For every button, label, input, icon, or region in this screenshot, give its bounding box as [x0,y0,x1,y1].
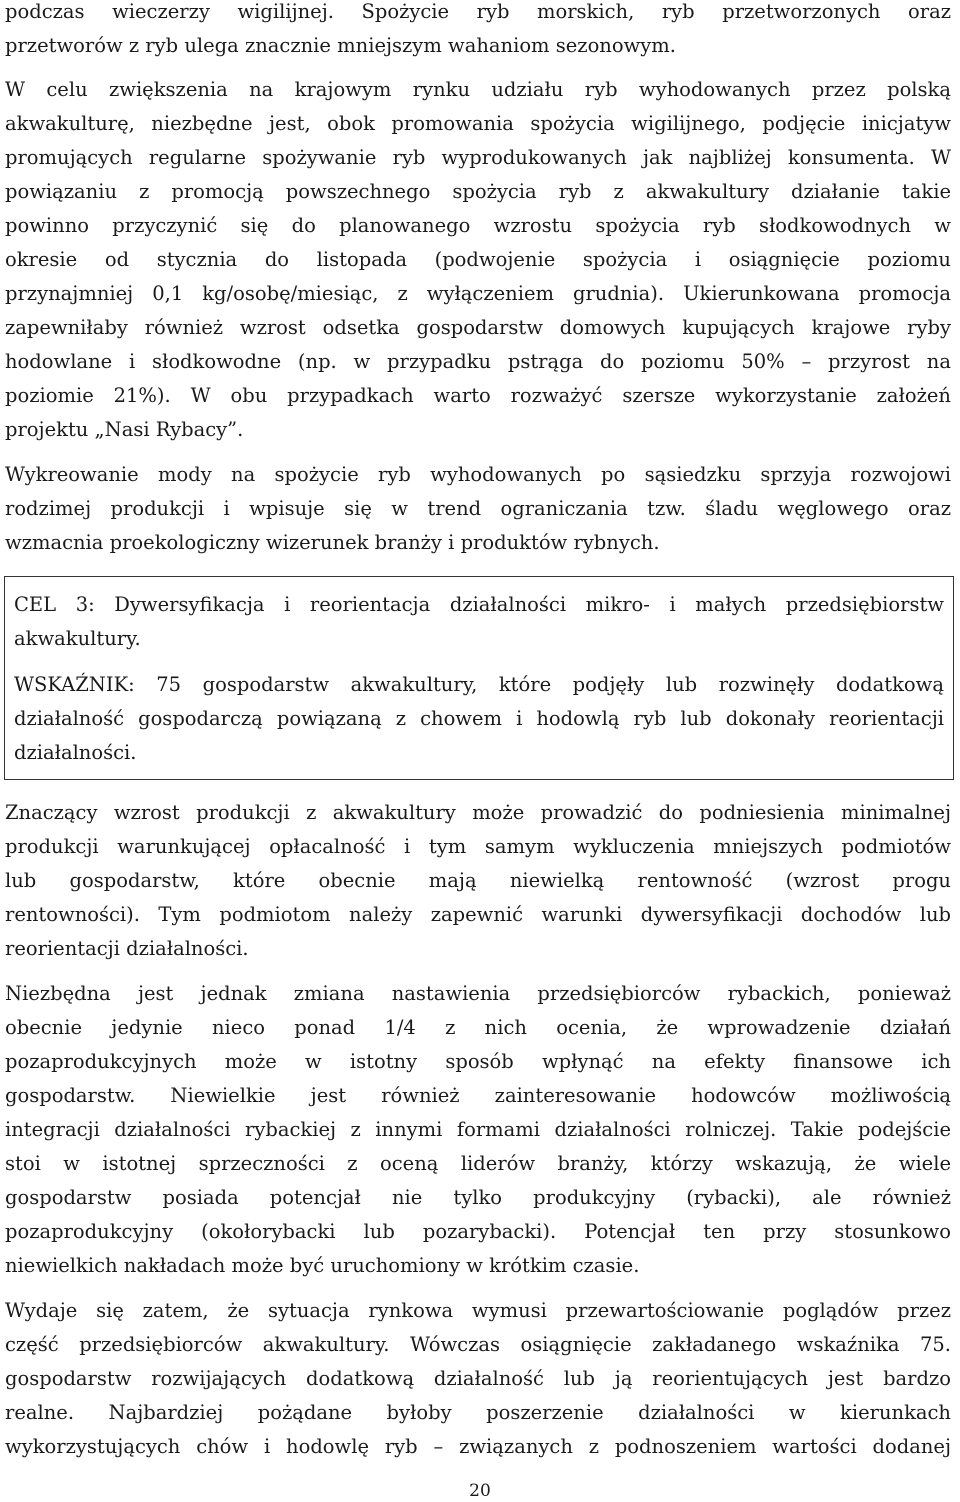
text-line: wykorzystujących chów i hodowlę ryb – związanych z podnoszeniem wartości dodanej [5,1435,951,1458]
text-line: niewielkich nakładach może być uruchomiony w krótkim czasie. [5,1254,640,1277]
text-line: integracji działalności rybackiej z innymi formami działalności rolniczej. Takie podejście [5,1118,951,1141]
text-line: gospodarstw. Niewielkie jest również zainteresowanie hodowców możliwością [5,1084,951,1107]
text-line: realne. Najbardziej pożądane byłoby poszerzenie działalności w kierunkach [5,1401,951,1424]
text-line: przynajmniej 0,1 kg/osobę/miesiąc, z wyłączeniem grudnia). Ukierunkowana promocja [5,282,951,305]
text-line: reorientacji działalności. [5,937,249,960]
indicator-text-line: działalność gospodarczą powiązaną z chowem i hodowlą ryb lub dokonały reorientacji [14,707,944,730]
text-line: stoi w istotnej sprzeczności z oceną liderów branży, którzy wskazują, że wiele [5,1152,951,1175]
text-line: obecnie jedynie nieco ponad 1/4 z nich ocenia, że wprowadzenie działań [5,1016,951,1039]
text-line: poziomie 21%). W obu przypadkach warto rozważyć szersze wykorzystanie założeń [5,384,951,407]
text-line: produkcji warunkującej opłacalność i tym samym wykluczenia mniejszych podmiotów [5,835,951,858]
text-line: zapewniłaby również wzrost odsetka gospodarstw domowych kupujących krajowe ryby [5,316,951,339]
text-line: rentowności). Tym podmiotom należy zapewnić warunki dywersyfikacji dochodów lub [5,903,951,926]
text-line: gospodarstw posiada potencjał nie tylko produkcyjny (rybacki), ale również [5,1186,951,1209]
indicator-text-line: WSKAŹNIK: 75 gospodarstw akwakultury, które podjęły lub rozwinęły dodatkową [14,673,944,696]
text-line: lub gospodarstw, które obecnie mają niewielką rentowność (wzrost progu [5,869,951,892]
text-line: rodzimej produkcji i wpisuje się w trend ograniczania tzw. śladu węglowego oraz [5,497,951,520]
indicator-text-line: działalności. [14,741,137,764]
text-line: promujących regularne spożywanie ryb wyprodukowanych jak najbliżej konsumenta. W [5,146,951,169]
goal-text-line: akwakultury. [14,627,141,650]
text-line: Znaczący wzrost produkcji z akwakultury może prowadzić do podniesienia minimalnej [5,801,951,824]
text-line: wzmacnia proekologiczny wizerunek branży i produktów rybnych. [5,531,660,554]
text-line: pozaprodukcyjnych może w istotny sposób wpłynąć na efekty finansowe ich [5,1050,951,1073]
goal-text-line: CEL 3: Dywersyfikacja i reorientacja działalności mikro- i małych przedsiębiorstw [14,593,944,616]
text-line: część przedsiębiorców akwakultury. Wówczas osiągnięcie zakładanego wskaźnika 75. [5,1333,951,1356]
text-line: powinno przyczynić się do planowanego wzrostu spożycia ryb słodkowodnych w [5,214,951,237]
page-number: 20 [469,1481,491,1501]
text-line: przetworów z ryb ulega znacznie mniejszym wahaniom sezonowym. [5,34,676,57]
text-line: W celu zwiększenia na krajowym rynku udziału ryb wyhodowanych przez polską [5,78,951,101]
text-line: powiązaniu z promocją powszechnego spożycia ryb z akwakultury działanie takie [5,180,951,203]
goal-box [4,576,954,780]
text-line: okresie od stycznia do listopada (podwojenie spożycia i osiągnięcie poziomu [5,248,951,271]
text-line: Wydaje się zatem, że sytuacja rynkowa wymusi przewartościowanie poglądów przez [5,1299,951,1322]
text-line: Wykreowanie mody na spożycie ryb wyhodowanych po sąsiedzku sprzyja rozwojowi [5,463,951,486]
text-line: podczas wieczerzy wigilijnej. Spożycie ryb morskich, ryb przetworzonych oraz [5,0,951,23]
text-line: gospodarstw rozwijających dodatkową działalność lub ją reorientujących jest bardzo [5,1367,951,1390]
text-line: pozaprodukcyjny (okołorybacki lub pozarybacki). Potencjał ten przy stosunkowo [5,1220,951,1243]
text-line: projektu „Nasi Rybacy”. [5,418,244,441]
text-line: akwakulturę, niezbędne jest, obok promowania spożycia wigilijnego, podjęcie inicjatyw [5,112,951,135]
text-line: hodowlane i słodkowodne (np. w przypadku pstrąga do poziomu 50% – przyrost na [5,350,951,373]
text-line: Niezbędna jest jednak zmiana nastawienia przedsiębiorców rybackich, ponieważ [5,982,951,1005]
